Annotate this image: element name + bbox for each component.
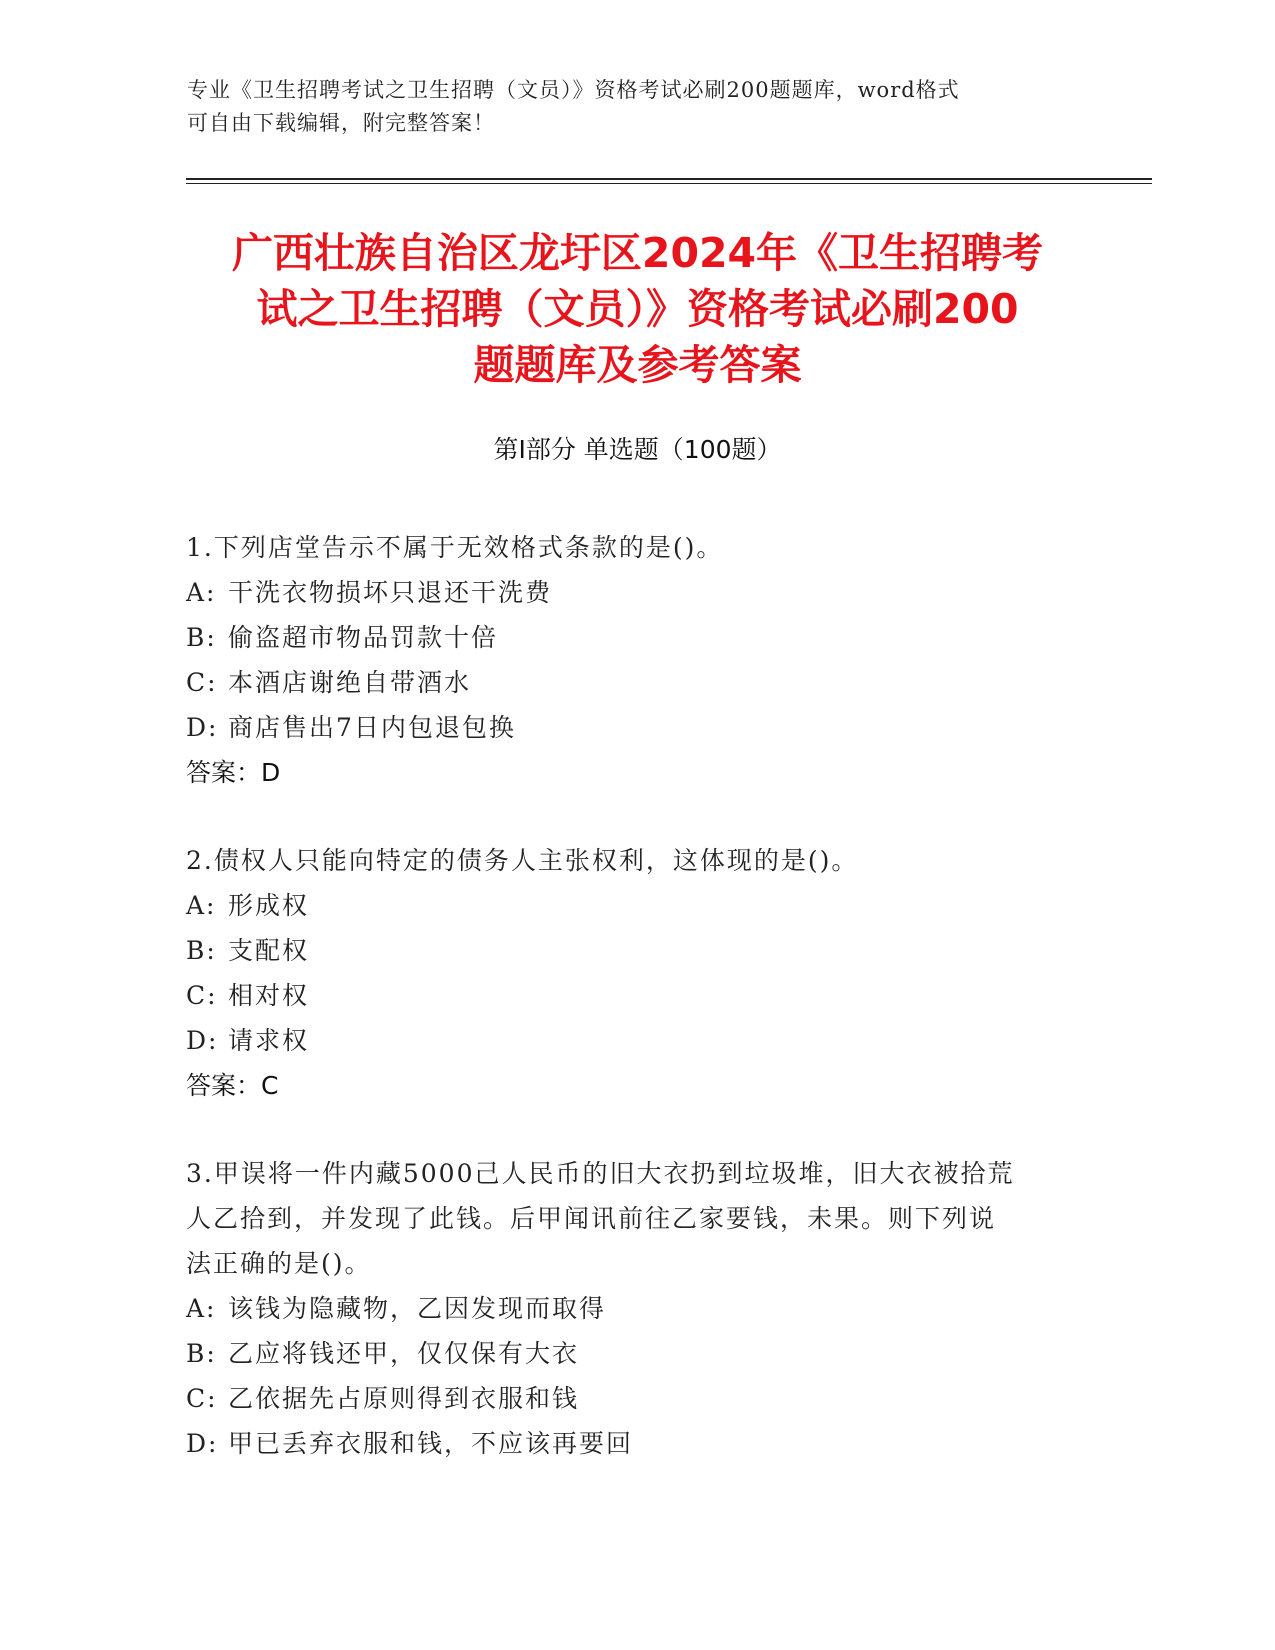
question-stem: 1.下列店堂告示不属于无效格式条款的是()。 bbox=[186, 533, 724, 562]
option-text: 形成权 bbox=[228, 891, 310, 920]
option-key: C: bbox=[186, 668, 218, 697]
option-key: A: bbox=[186, 1294, 217, 1323]
question-stem-line-2: 人乙拾到，并发现了此钱。后甲闻讯前往乙家要钱，未果。则下列说 bbox=[186, 1204, 997, 1233]
option-key: B: bbox=[186, 936, 217, 965]
header-rule-thin bbox=[186, 183, 1152, 184]
option-text: 相对权 bbox=[228, 981, 310, 1010]
option-text: 甲已丢弃衣服和钱，不应该再要回 bbox=[228, 1429, 634, 1458]
option-text: 偷盗超市物品罚款十倍 bbox=[228, 623, 499, 652]
header-note-line-2: 可自由下载编辑，附完整答案！ bbox=[187, 111, 495, 135]
document-title bbox=[150, 225, 1125, 393]
question-1 bbox=[186, 525, 1086, 795]
header-note bbox=[187, 74, 1067, 140]
title-line-2: 试之卫生招聘（文员）》资格考试必刷200 bbox=[256, 285, 1019, 333]
option-key: A: bbox=[186, 578, 217, 607]
option-text: 支配权 bbox=[228, 936, 310, 965]
option-c bbox=[186, 973, 1086, 1018]
answer-line: 答案：C bbox=[186, 1071, 279, 1100]
question-2 bbox=[186, 838, 1086, 1108]
option-d bbox=[186, 705, 1086, 750]
option-text: 请求权 bbox=[228, 1026, 310, 1055]
option-text: 干洗衣物损坏只退还干洗费 bbox=[228, 578, 553, 607]
option-key: C: bbox=[186, 981, 218, 1010]
option-text: 乙依据先占原则得到衣服和钱 bbox=[228, 1384, 580, 1413]
option-key: B: bbox=[186, 623, 217, 652]
option-key: B: bbox=[186, 1339, 217, 1368]
header-note-line-1: 专业《卫生招聘考试之卫生招聘（文员）》资格考试必刷200题题库，word格式 bbox=[187, 78, 960, 102]
option-key: D: bbox=[186, 1026, 219, 1055]
option-key: D: bbox=[186, 1429, 219, 1458]
question-stem: 2.债权人只能向特定的债务人主张权利，这体现的是()。 bbox=[186, 846, 859, 875]
question-stem-line-3: 法正确的是()。 bbox=[186, 1249, 372, 1278]
option-c bbox=[186, 660, 1086, 705]
option-text: 该钱为隐藏物，乙因发现而取得 bbox=[228, 1294, 607, 1323]
option-d bbox=[186, 1018, 1086, 1063]
option-text: 商店售出7日内包退包换 bbox=[228, 713, 516, 742]
option-key: D: bbox=[186, 713, 219, 742]
option-text: 乙应将钱还甲，仅仅保有大衣 bbox=[228, 1339, 580, 1368]
option-text: 本酒店谢绝自带酒水 bbox=[228, 668, 472, 697]
section-title: 第Ⅰ部分 单选题（100题） bbox=[493, 435, 782, 464]
question-3 bbox=[186, 1151, 1086, 1466]
option-a bbox=[186, 570, 1086, 615]
option-b bbox=[186, 928, 1086, 973]
title-line-3: 题题库及参考答案 bbox=[473, 341, 802, 389]
question-stem-line-1: 3.甲误将一件内藏5000己人民币的旧大衣扔到垃圾堆，旧大衣被拾荒 bbox=[186, 1159, 1015, 1188]
option-b bbox=[186, 615, 1086, 660]
option-key: A: bbox=[186, 891, 217, 920]
option-b bbox=[186, 1331, 1086, 1376]
option-c bbox=[186, 1376, 1086, 1421]
option-key: C: bbox=[186, 1384, 218, 1413]
answer-line: 答案：D bbox=[186, 758, 281, 787]
title-line-1: 广西壮族自治区龙圩区2024年《卫生招聘考 bbox=[231, 229, 1044, 277]
header-rule-thick bbox=[186, 178, 1152, 180]
question-list bbox=[186, 525, 1086, 1509]
option-a bbox=[186, 883, 1086, 928]
option-d bbox=[186, 1421, 1086, 1466]
option-a bbox=[186, 1286, 1086, 1331]
